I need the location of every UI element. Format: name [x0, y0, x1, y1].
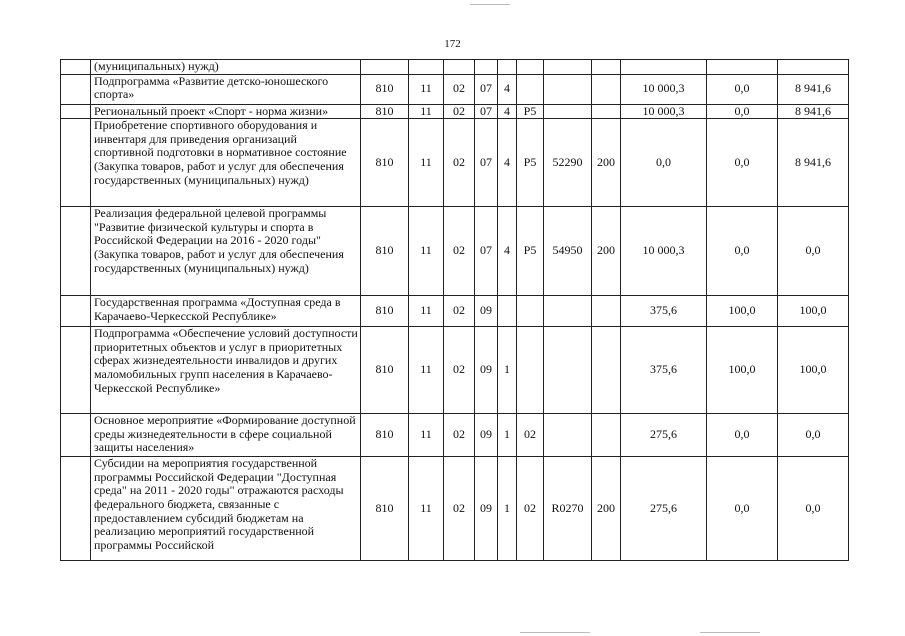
cell-p3: [517, 296, 544, 327]
cell-vr: [592, 74, 621, 104]
cell-rz: 11: [409, 414, 444, 457]
cell-v2022: 8 941,6: [778, 104, 849, 119]
cell-p2: 1: [498, 327, 517, 414]
cell-p1: 07: [475, 207, 498, 296]
row-number-cell: [61, 60, 91, 75]
table-row: [61, 119, 849, 207]
cell-vr: 200: [592, 119, 621, 207]
cell-vr: [592, 327, 621, 414]
cell-v2022: 8 941,6: [778, 74, 849, 104]
cell-p2: 4: [498, 207, 517, 296]
table-row: [61, 104, 849, 119]
cell-vr: 200: [592, 207, 621, 296]
cell-p4: 54950: [544, 207, 592, 296]
cell-p3: [517, 74, 544, 104]
cell-v2020: 10 000,3: [621, 104, 707, 119]
cell-gr: 810: [361, 119, 409, 207]
cell-v2021: 100,0: [707, 327, 778, 414]
cell-v2022: 0,0: [778, 414, 849, 457]
cell-rz: [409, 60, 444, 75]
cell-gr: 810: [361, 327, 409, 414]
cell-v2021: 0,0: [707, 74, 778, 104]
cell-vr: [592, 104, 621, 119]
cell-v2022: [778, 60, 849, 75]
cell-v2020: 0,0: [621, 119, 707, 207]
cell-p4: 52290: [544, 119, 592, 207]
cell-v2020: 10 000,3: [621, 74, 707, 104]
cell-p3: P5: [517, 207, 544, 296]
cell-v2020: 275,6: [621, 414, 707, 457]
row-number-cell: [61, 296, 91, 327]
row-name-cell: Субсидии на мероприятия государственной программы Российской Федерации "Доступная среда" на 2011 - 2020 годы" отражаются расходы федерального бюджета, связанные с предоставлением субсидий бюджетам на реализацию мероприятий государственной программы Российской: [91, 457, 361, 561]
cell-v2022: 0,0: [778, 457, 849, 561]
cell-p4: [544, 414, 592, 457]
table-row: [61, 457, 849, 561]
budget-table: [60, 59, 849, 561]
cell-pr: 02: [444, 207, 475, 296]
table-row: [61, 207, 849, 296]
cell-v2022: 0,0: [778, 207, 849, 296]
row-number-cell: [61, 457, 91, 561]
cell-p2: 1: [498, 457, 517, 561]
table-row: [61, 327, 849, 414]
cell-rz: 11: [409, 104, 444, 119]
cell-gr: 810: [361, 296, 409, 327]
cell-v2021: 100,0: [707, 296, 778, 327]
cell-gr: 810: [361, 414, 409, 457]
cell-p1: 09: [475, 296, 498, 327]
cell-vr: 200: [592, 457, 621, 561]
table-row: [61, 74, 849, 104]
cell-pr: 02: [444, 457, 475, 561]
row-number-cell: [61, 207, 91, 296]
cell-p2: 4: [498, 119, 517, 207]
cell-vr: [592, 414, 621, 457]
table-row: [61, 60, 849, 75]
cell-p1: 09: [475, 327, 498, 414]
cell-v2020: 10 000,3: [621, 207, 707, 296]
cell-rz: 11: [409, 207, 444, 296]
row-name-cell: Реализация федеральной целевой программы "Развитие физической культуры и спорта в Российской Федерации на 2016 - 2020 годы" (Закупка товаров, работ и услуг для обеспечения государственных (муниципальных) нужд): [91, 207, 361, 296]
cell-p2: [498, 296, 517, 327]
cell-p1: 07: [475, 74, 498, 104]
cell-p3: [517, 327, 544, 414]
row-name-cell: Государственная программа «Доступная среда в Карачаево-Черкесской Республике»: [91, 296, 361, 327]
cell-p2: 4: [498, 74, 517, 104]
row-name-cell: Подпрограмма «Обеспечение условий доступности приоритетных объектов и услуг в приоритетных сферах жизнедеятельности инвалидов и других маломобильных групп населения в Карачаево-Черкесской Республике»: [91, 327, 361, 414]
cell-p4: [544, 74, 592, 104]
cell-v2021: 0,0: [707, 457, 778, 561]
cell-v2021: 0,0: [707, 207, 778, 296]
cell-p4: [544, 327, 592, 414]
cell-p1: 09: [475, 414, 498, 457]
cell-p3: [517, 60, 544, 75]
cell-p4: R0270: [544, 457, 592, 561]
cell-v2020: 375,6: [621, 296, 707, 327]
cell-p1: 09: [475, 457, 498, 561]
cell-gr: 810: [361, 74, 409, 104]
cell-rz: 11: [409, 296, 444, 327]
cell-pr: 02: [444, 104, 475, 119]
cell-p4: [544, 60, 592, 75]
scan-mark: [700, 632, 760, 633]
cell-rz: 11: [409, 74, 444, 104]
cell-rz: 11: [409, 327, 444, 414]
cell-pr: 02: [444, 119, 475, 207]
cell-v2021: 0,0: [707, 119, 778, 207]
scan-mark: [470, 4, 510, 5]
row-name-cell: Региональный проект «Спорт - норма жизни»: [91, 104, 361, 119]
cell-rz: 11: [409, 457, 444, 561]
cell-vr: [592, 296, 621, 327]
cell-p2: [498, 60, 517, 75]
row-number-cell: [61, 74, 91, 104]
scan-mark: [520, 632, 590, 633]
row-name-cell: Подпрограмма «Развитие детско-юношеского спорта»: [91, 74, 361, 104]
cell-pr: 02: [444, 296, 475, 327]
cell-v2020: 275,6: [621, 457, 707, 561]
cell-pr: [444, 60, 475, 75]
cell-pr: 02: [444, 74, 475, 104]
row-number-cell: [61, 119, 91, 207]
row-number-cell: [61, 327, 91, 414]
cell-gr: [361, 60, 409, 75]
table-row: [61, 296, 849, 327]
cell-p1: 07: [475, 119, 498, 207]
cell-v2021: [707, 60, 778, 75]
cell-vr: [592, 60, 621, 75]
row-number-cell: [61, 414, 91, 457]
row-name-cell: Приобретение спортивного оборудования и инвентаря для приведения организаций спортивной подготовки в нормативное состояние (Закупка товаров, работ и услуг для обеспечения государственных (муниципальных) нужд): [91, 119, 361, 207]
cell-v2021: 0,0: [707, 414, 778, 457]
cell-p1: [475, 60, 498, 75]
row-number-cell: [61, 104, 91, 119]
cell-p4: [544, 296, 592, 327]
cell-v2020: [621, 60, 707, 75]
cell-gr: 810: [361, 207, 409, 296]
cell-pr: 02: [444, 414, 475, 457]
cell-v2022: 100,0: [778, 296, 849, 327]
cell-p1: 07: [475, 104, 498, 119]
cell-v2022: 8 941,6: [778, 119, 849, 207]
cell-v2021: 0,0: [707, 104, 778, 119]
row-name-cell: Основное мероприятие «Формирование доступной среды жизнедеятельности в сфере социальной защиты населения»: [91, 414, 361, 457]
cell-p3: P5: [517, 119, 544, 207]
cell-p4: [544, 104, 592, 119]
cell-v2022: 100,0: [778, 327, 849, 414]
cell-rz: 11: [409, 119, 444, 207]
cell-p2: 1: [498, 414, 517, 457]
row-name-cell: (муниципальных) нужд): [91, 60, 361, 75]
cell-p2: 4: [498, 104, 517, 119]
page-number: 172: [444, 38, 461, 50]
cell-p3: 02: [517, 414, 544, 457]
cell-gr: 810: [361, 457, 409, 561]
cell-pr: 02: [444, 327, 475, 414]
table-row: [61, 414, 849, 457]
cell-v2020: 375,6: [621, 327, 707, 414]
cell-p3: 02: [517, 457, 544, 561]
cell-gr: 810: [361, 104, 409, 119]
cell-p3: P5: [517, 104, 544, 119]
